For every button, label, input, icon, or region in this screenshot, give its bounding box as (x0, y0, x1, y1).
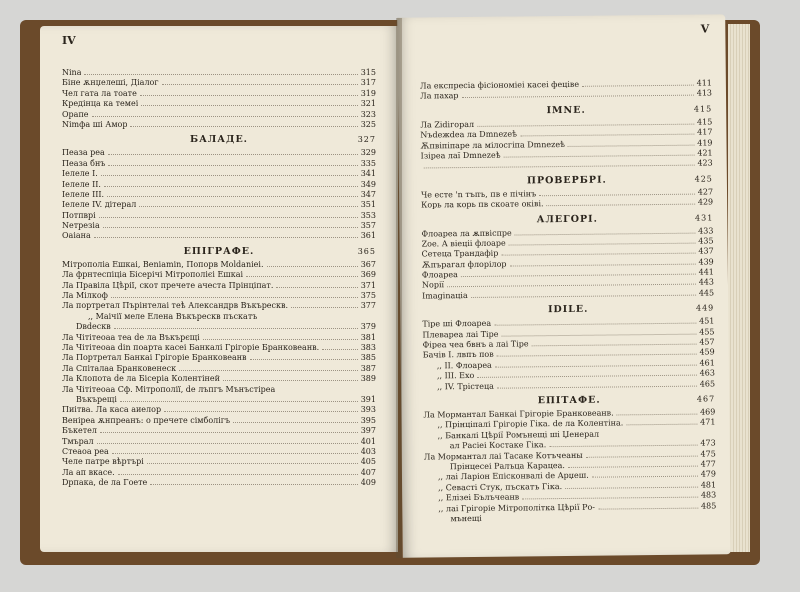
section-heading (420, 99, 712, 120)
dot-leader (139, 206, 357, 207)
section-heading (421, 208, 713, 229)
dot-leader (203, 339, 358, 340)
dot-leader (510, 263, 696, 266)
page-ref: 411 (696, 78, 712, 88)
page-ref: 351 (360, 200, 376, 210)
page-ref: 485 (700, 500, 717, 511)
toc-entry-title: Тіре ші Флоареа (422, 319, 492, 329)
section-heading (62, 130, 376, 148)
toc-entry (62, 291, 376, 301)
toc-entry-title: Ла Чітітеоаа Сф. Мітрополії, de лъпгъ Мънъстіреа (62, 384, 276, 394)
page-ref: 347 (360, 189, 376, 199)
toc-entry (62, 148, 376, 158)
dot-leader (598, 507, 698, 509)
toc-entry-title: Ла експресіа фісіономіеі касеі феціве (419, 79, 580, 91)
page-ref: 403 (360, 446, 376, 456)
dot-leader (504, 155, 695, 158)
page-ref: 439 (698, 257, 714, 267)
dot-leader (107, 196, 358, 197)
page-ref: 425 (694, 174, 713, 184)
page-ref: 367 (360, 259, 376, 269)
page-ref: 365 (357, 246, 376, 256)
section-heading-text: БАЛАДЕ. (190, 134, 248, 146)
page-ref: 321 (360, 99, 376, 109)
page-ref: 443 (698, 277, 715, 288)
page-ref: 477 (700, 459, 716, 469)
toc-entry (62, 159, 376, 169)
dot-leader (164, 411, 358, 412)
toc-entry-title: Плевареа лаі Тіре (422, 329, 499, 340)
toc-entry (62, 322, 376, 332)
section-heading (423, 389, 715, 410)
dot-leader (246, 276, 358, 277)
toc-entry (62, 120, 376, 130)
toc-entry-title: Іелеле IV. дітерал (62, 200, 137, 210)
dot-leader (250, 359, 358, 360)
toc-entry (62, 68, 376, 78)
toc-entry-title: ,, лаі Грігоріе Мітрополітка Цѣрії Ро- (438, 502, 596, 513)
toc-entry (62, 385, 376, 395)
page-ref: 405 (360, 457, 376, 467)
toc-entry-title: Ла Правіла Цѣрії, скот пречете ачеста Прінціпат. (62, 280, 274, 290)
toc-entry-title: Тмърал (62, 436, 94, 446)
dot-leader (103, 227, 358, 228)
toc-entry-title: Nорії (421, 280, 445, 290)
page-ref: 433 (698, 225, 714, 236)
page-ref: 417 (697, 127, 713, 137)
toc-entry-title: Ла Спіталаа Бранковенеск (62, 363, 177, 373)
toc-entry (62, 211, 376, 221)
dot-leader (424, 165, 695, 169)
toc-entry-title: Іелеле II. (62, 179, 101, 189)
dot-leader (162, 84, 358, 85)
page-ref: 349 (360, 179, 376, 189)
toc-entry (62, 343, 376, 353)
page-ref: 473 (700, 438, 716, 448)
dot-leader (497, 354, 697, 357)
section-heading (422, 299, 714, 320)
dot-leader (568, 144, 694, 146)
toc-entry-title: Ла пахар (419, 91, 459, 101)
dot-leader (532, 344, 697, 347)
dot-leader (233, 422, 358, 423)
page-ref: 357 (360, 221, 376, 231)
dot-leader (494, 323, 696, 326)
toc-entry (62, 395, 376, 405)
toc-entry-title: Іелеле III. (62, 189, 105, 199)
page-ref: 469 (699, 407, 716, 417)
page-ref: 431 (694, 212, 714, 223)
dot-leader (515, 232, 695, 235)
toc-entry-title: ,, IV. Трістеца (436, 381, 494, 391)
page-ref: 381 (360, 332, 376, 342)
dot-leader (477, 375, 696, 378)
toc-entry (62, 374, 376, 384)
page-ref: 407 (360, 467, 376, 477)
dot-leader (477, 123, 694, 126)
toc-entry (62, 281, 376, 291)
dot-leader (179, 370, 358, 371)
page-ref: 397 (360, 426, 376, 436)
page-ref: 409 (360, 478, 376, 488)
toc-entry-title: Ла Zidігорал (420, 119, 475, 130)
toc-entry-title: Оаіана (62, 231, 91, 241)
dot-leader (568, 466, 698, 468)
toc-entry (62, 190, 376, 200)
dot-leader (549, 445, 697, 448)
page-ref: 341 (360, 169, 376, 179)
toc-entry-title: Въкърещі (76, 394, 117, 404)
dot-leader (141, 105, 357, 106)
page-ref: 369 (360, 270, 376, 280)
page-ref: 319 (360, 88, 376, 98)
dot-leader (94, 237, 358, 238)
dot-leader (108, 165, 357, 166)
toc-entry (62, 260, 376, 270)
page-ref: 383 (360, 342, 376, 352)
dot-leader (99, 217, 358, 218)
toc-entry-title: Бачів І. лвпъ пов (422, 350, 494, 360)
section-heading-text: IDILE. (548, 303, 589, 316)
dot-leader (100, 432, 358, 433)
dot-leader (495, 364, 697, 367)
toc-entry (62, 426, 376, 436)
toc-entry-title: Nimфa ші Амор (62, 119, 128, 129)
section-heading-text: IMNE. (546, 104, 586, 116)
dot-leader (101, 175, 358, 176)
dot-leader (626, 424, 697, 426)
toc-entry (62, 405, 376, 415)
page-ref: 385 (360, 353, 376, 363)
toc-entry-title: ,, III. Ехо (436, 371, 475, 381)
page-ref: 467 (696, 394, 716, 404)
left-page (40, 26, 398, 552)
page-ref: 427 (697, 187, 714, 197)
toc-entry (62, 468, 376, 478)
toc-entry (62, 99, 376, 109)
dot-leader (104, 186, 358, 187)
toc-entry-title: Ла фрнтеспіціа Бісерічі Мітрополієі Ешкаі (62, 270, 244, 280)
dot-leader (97, 443, 358, 444)
section-heading-text: ЕПІТАФЕ. (537, 394, 601, 407)
toc-entry (62, 301, 376, 311)
dot-leader (118, 474, 358, 475)
toc-entry-title: Ѫпвіпіпаре ла мілосгіпа Dmnezeѣ (420, 139, 565, 151)
page-ref: 419 (697, 137, 713, 148)
toc-entry (62, 437, 376, 447)
toc-entry-title: ,, Банкалі Цѣрії Ромънещі ші Џенерал (437, 429, 600, 441)
page-ref: 389 (360, 374, 376, 384)
toc-entry-title: Корь ла корь пв скоате оківі. (421, 199, 544, 210)
page-ref: 421 (697, 148, 713, 158)
toc-entry (62, 333, 376, 343)
dot-leader (501, 253, 695, 256)
page-ref: 353 (360, 210, 376, 220)
toc-entry-title: Ла Мормантал Банкаі Грігоріе Бранковеанв. (423, 408, 614, 420)
toc-entry-title: Ла Чітітеоаа din поарта касеі Банкалі Грігоріе Бранковеанв. (62, 342, 320, 352)
section-heading-text: ПРОВЕРБРІ. (526, 174, 607, 187)
toc-entry-title: мънещі (450, 513, 482, 524)
page-ref: 457 (699, 337, 715, 347)
page-ref: 465 (699, 379, 716, 389)
page-ref: 317 (360, 78, 376, 88)
dot-leader (112, 453, 358, 454)
toc-entry (62, 169, 376, 179)
page-ref: 325 (360, 119, 376, 129)
dot-leader (114, 328, 358, 329)
toc-entry (62, 110, 376, 120)
page-ref: 435 (698, 236, 714, 246)
toc-entry-title: Веніреа ѫнпреанъ: о пречете сімболігъ (62, 415, 231, 425)
page-ref: 323 (360, 109, 376, 119)
toc-entry-title: Dвdескв (76, 322, 111, 332)
toc-entry-title: Ла Портретал Банкаі Грігоріе Бранковеанв (62, 353, 247, 363)
dot-leader (565, 486, 698, 488)
dot-leader (586, 455, 698, 457)
dot-leader (497, 385, 697, 388)
dot-leader (291, 307, 358, 308)
toc-entry (424, 511, 716, 524)
left-page-number: IV (62, 34, 76, 47)
toc-entry-title: Мітрополіа Ешкаі, Beniamin, Попорв Moldaniei. (62, 259, 264, 269)
page-ref: 415 (696, 117, 713, 127)
page-ref: 387 (360, 363, 376, 373)
toc-entry-title: Nina (62, 68, 82, 77)
toc-entry-title: Прінцесеі Ралъца Карацеа. (449, 460, 565, 472)
dot-leader (92, 116, 358, 117)
right-page (397, 14, 731, 557)
page-ref: 437 (698, 246, 714, 256)
page-ref: 371 (360, 280, 376, 290)
toc-entry (62, 270, 376, 280)
page-ref: 461 (699, 358, 715, 368)
toc-entry-title: Чел гата ла тоате (62, 88, 137, 98)
toc-entry-title: Потпврі (62, 210, 96, 220)
dot-leader (111, 297, 358, 298)
page-ref: 379 (360, 322, 376, 332)
toc-entry (62, 447, 376, 457)
toc-entry-title: ал Расіеі Костаке Гіка. (449, 440, 547, 451)
section-heading (421, 169, 713, 190)
dot-leader (267, 266, 358, 267)
dot-leader (501, 333, 696, 336)
page-ref: 481 (700, 480, 717, 490)
section-heading-text: ЕПІГРАФЕ. (183, 245, 255, 257)
toc-entry (62, 364, 376, 374)
toc-entry-title: Пеаза бнъ (62, 158, 106, 168)
toc-entry-title: Imaginaціа (422, 290, 468, 301)
page-ref: 483 (700, 490, 717, 500)
toc-entry-title: Dрпака, de ла Гоете (62, 478, 148, 488)
page-ref: 429 (697, 197, 714, 207)
page-ref: 413 (696, 88, 713, 98)
toc-entry-title: Ла Клопота de ла Бісеріа Колентіней (62, 374, 220, 384)
dot-leader (322, 349, 358, 350)
toc-entry-title: Пеаза реа (62, 148, 105, 158)
right-page-number: V (700, 22, 710, 36)
page-ref: 471 (700, 417, 716, 427)
toc-entry-title: ,, Севасті Стук, пъскатъ Гіка. (438, 481, 563, 493)
toc-entry (62, 312, 376, 322)
page-ref: 445 (698, 288, 715, 298)
toc-entry-title: Флоареа (421, 270, 458, 280)
toc-entry (62, 78, 376, 88)
section-heading (62, 242, 376, 260)
toc-entry-title: Кредінца ка темеі (62, 99, 139, 109)
toc-entry-title: Флоареа ла ѫпвіспре (421, 228, 512, 239)
page-ref: 455 (699, 327, 715, 337)
toc-entry-title: ,, лаі Ларіон Епісконвалі de Арџеш. (437, 471, 589, 482)
toc-entry-title: Zое. А віеціі флоаре (421, 238, 506, 249)
page-ref: 395 (360, 415, 376, 425)
toc-entry-title: Ла Мілкоф (62, 291, 108, 301)
dot-leader (617, 414, 697, 416)
toc-entry-title: Сетеца Трандафір (421, 248, 499, 259)
left-toc (62, 68, 376, 488)
dot-leader (461, 274, 696, 277)
toc-entry-title: Біне ѫнџелеші, Діалог (62, 78, 159, 88)
page-ref: 329 (360, 148, 376, 158)
dot-leader (84, 74, 357, 75)
page-ref: 423 (697, 158, 713, 168)
page-ref: 375 (360, 291, 376, 301)
dot-leader (147, 463, 358, 464)
dot-leader (276, 287, 357, 288)
page-ref: 327 (357, 135, 376, 145)
dot-leader (520, 134, 694, 137)
toc-entry (62, 457, 376, 467)
page-ref: 449 (695, 303, 715, 313)
page-ref: 393 (360, 405, 376, 415)
page-ref: 401 (360, 436, 376, 446)
dot-leader (120, 401, 358, 402)
toc-entry-title: Ізіреа лаї Dmnezeѣ (420, 150, 501, 161)
toc-entry-title: ,, II. Флоареа (436, 360, 492, 371)
toc-entry-title: Ла ап вкасе. (62, 467, 115, 477)
page-ref: 361 (360, 231, 376, 241)
toc-entry-title: ,, Елізеі Бълъчеанв (438, 492, 520, 503)
toc-entry (62, 416, 376, 426)
dot-leader (108, 154, 358, 155)
page-ref: 451 (699, 316, 715, 326)
toc-entry-title: Фіреа чеа бвнъ а лаі Тіре (422, 339, 529, 350)
dot-leader (539, 193, 695, 196)
toc-entry (62, 180, 376, 190)
page-edges (728, 24, 750, 552)
dot-leader (447, 284, 696, 288)
toc-entry-title: Бъкетел (62, 426, 97, 436)
toc-entry (62, 221, 376, 231)
page-ref: 391 (360, 394, 376, 404)
page-ref: 479 (700, 469, 717, 479)
page-ref: 315 (360, 68, 376, 77)
toc-entry-title: Nетрезіа (62, 221, 100, 231)
page-ref: 475 (700, 448, 716, 459)
dot-leader (509, 243, 696, 246)
toc-entry-title: Ла портретал Пърінтелаі теѣ Александрв Въкърескв. (62, 301, 289, 311)
page-ref: 377 (360, 301, 376, 311)
book-gutter (396, 18, 402, 558)
dot-leader (471, 294, 696, 297)
toc-entry-title: Че есте 'n тъпъ, пв е пічінъ (420, 189, 537, 200)
toc-entry-title: Орапе (62, 109, 89, 119)
toc-entry (62, 353, 376, 363)
dot-leader (462, 95, 694, 98)
dot-leader (582, 85, 694, 87)
toc-entry-title: Пиітва. Ла каса аиелор (62, 405, 162, 415)
page-ref: 459 (699, 347, 715, 358)
toc-entry-title: Ла Мормантал лаі Тасаке Котъчеаны (423, 450, 583, 462)
dot-leader (140, 95, 358, 96)
page-ref: 463 (699, 368, 715, 378)
toc-entry-title: ,, Маічії меле Елена Въкърескв пъскатъ (88, 311, 258, 321)
page-ref: 441 (698, 267, 714, 277)
dot-leader (223, 380, 358, 381)
toc-entry-title: Ѫпърагал флорілор (421, 259, 507, 270)
dot-leader (150, 484, 357, 485)
toc-entry-title: Іелеле І. (62, 169, 98, 179)
toc-entry-title: Ла Чітітеоаа теа de ла Въкърєщі (62, 332, 200, 342)
dot-leader (522, 497, 698, 500)
toc-entry-title: Челе патре вѣртърі (62, 457, 144, 467)
dot-leader (130, 126, 357, 127)
dot-leader (592, 476, 698, 478)
toc-entry-title: Стеаоа реа (62, 446, 109, 456)
toc-entry (62, 478, 376, 488)
toc-entry (62, 231, 376, 241)
toc-entry-title: ,, Прінціпалі Грігоріе Гіка. de ла Колентіна. (437, 418, 624, 430)
toc-entry (62, 200, 376, 210)
toc-entry (62, 89, 376, 99)
section-heading-text: АЛЕГОРІ. (536, 213, 598, 225)
page-ref: 415 (693, 104, 713, 114)
page-ref: 335 (360, 158, 376, 168)
toc-entry-title: Nъdежdea ла Dmnezeѣ (420, 129, 517, 140)
dot-leader (547, 204, 695, 207)
right-toc (420, 78, 717, 524)
